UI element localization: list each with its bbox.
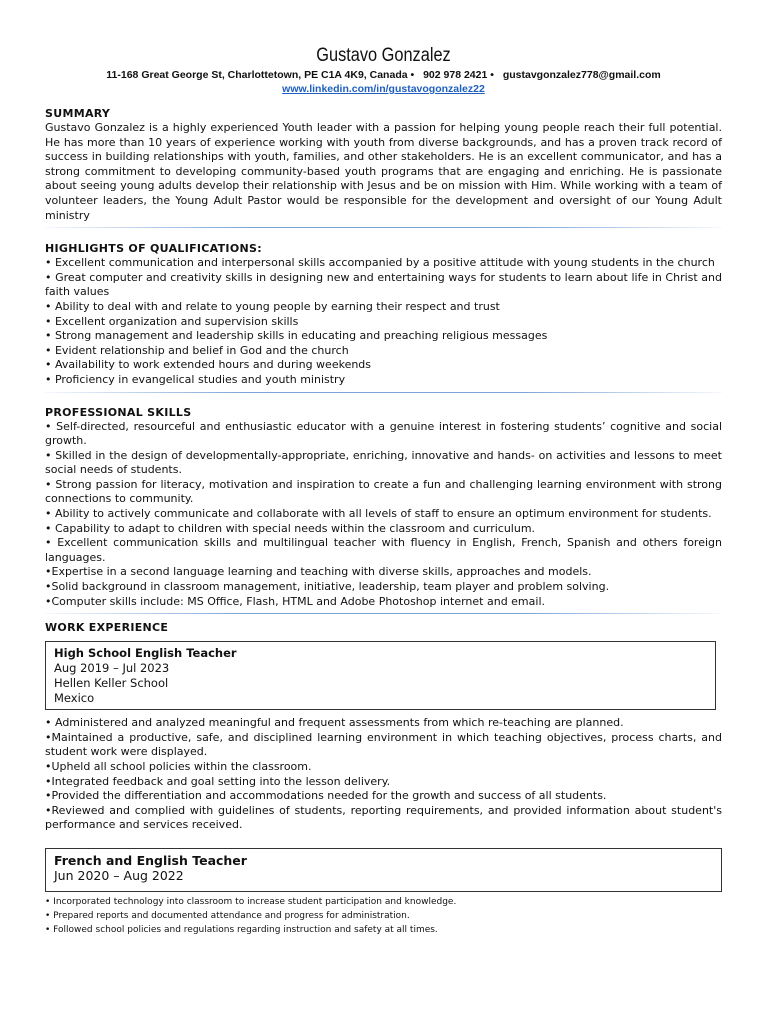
skills-list xyxy=(45,420,722,610)
list-item: • Incorporated technology into classroom to increase student participation and knowledge. xyxy=(45,896,457,907)
resume-page xyxy=(45,44,722,937)
list-item: •Solid background in classroom management, initiative, leadership, team player and problem solving. xyxy=(45,580,610,594)
phone: 902 978 2421 • xyxy=(423,69,494,81)
list-item: • Self-directed, resourceful and enthusiastic educator with a genuine interest in fostering students’ cognitive and social growth. xyxy=(45,419,722,448)
list-item: • Excellent organization and supervision skills xyxy=(45,314,299,328)
list-item: •Upheld all school policies within the classroom. xyxy=(45,760,312,773)
summary-title: SUMMARY xyxy=(45,107,111,120)
list-item: • Strong management and leadership skills in educating and preaching religious messages xyxy=(45,329,548,343)
linkedin-link[interactable]: www.linkedin.com/in/gustavogonzalez22 xyxy=(282,83,485,95)
job-employer: Hellen Keller School xyxy=(54,676,169,691)
list-item: • Evident relationship and belief in God and the church xyxy=(45,343,349,357)
job-dates: Aug 2019 – Jul 2023 xyxy=(54,661,170,676)
address: 11-168 Great George St, Charlottetown, PE C1A 4K9, Canada • xyxy=(106,69,415,81)
summary-text: Gustavo Gonzalez is a highly experienced Youth leader with a passion for helping young people reach their full potential. He has more than 10 years of experience working with youth from diverse backgrounds, and has a proven track record of success in building relationships with youth, families, and other stakeholders. He is an excellent communicator, and has a strong commitment to developing community-based youth programs that are engaging and enriching. He is passionate about seeing young adults develop their relationship with Jesus and be on mission with Him. While working with a team of volunteer leaders, the Young Adult Pastor would be responsible for the development and oversight of our Young Adult ministry xyxy=(45,121,722,222)
email[interactable]: gustavgonzalez778@gmail.com xyxy=(502,69,661,81)
list-item: • Excellent communication skills and multilingual teacher with fluency in English, French, Spanish and others foreign languages. xyxy=(45,536,722,564)
highlights-title: HIGHLIGHTS OF QUALIFICATIONS: xyxy=(45,242,262,256)
job-header-box xyxy=(45,641,716,710)
list-item: • Ability to deal with and relate to young people by earning their respect and trust xyxy=(45,299,500,313)
list-item: • Strong passion for literacy, motivation and inspiration to create a fun and challenging learning environment with strong connections to community. xyxy=(45,477,722,506)
list-item: • Great computer and creativity skills in designing new and entertaining ways for students to learn about life in Christ and faith values xyxy=(45,270,722,299)
list-item: • Prepared reports and documented attendance and progress for administration. xyxy=(45,910,410,921)
highlights-list xyxy=(45,256,722,387)
list-item: • Proficiency in evangelical studies and youth ministry xyxy=(45,372,346,386)
list-item: •Provided the differentiation and accommodations needed for the growth and success of all students. xyxy=(45,789,607,803)
list-item: •Integrated feedback and goal setting into the lesson delivery. xyxy=(45,774,391,788)
job-location: Mexico xyxy=(54,691,95,706)
job-title: French and English Teacher xyxy=(54,852,247,868)
list-item: •Maintained a productive, safe, and disciplined learning environment in which teaching objectives, process charts, and student work were displayed. xyxy=(45,730,722,759)
list-item: •Expertise in a second language learning and teaching with diverse skills, approaches and models. xyxy=(45,565,592,579)
contact-line xyxy=(45,68,722,82)
list-item: • Ability to actively communicate and collaborate with all levels of staff to ensure an optimum environment for students. xyxy=(45,507,712,521)
skills-title: PROFESSIONAL SKILLS xyxy=(45,405,192,419)
list-item: •Reviewed and complied with guidelines of students, reporting requirements, and provided information about student's performance and services received. xyxy=(45,803,722,832)
job-dates: Jun 2020 – Aug 2022 xyxy=(54,867,184,883)
list-item: • Administered and analyzed meaningful and frequent assessments from which re-teaching are planned. xyxy=(45,716,624,730)
list-item: • Availability to work extended hours and during weekends xyxy=(45,358,372,372)
job-duties-list xyxy=(45,895,722,937)
list-item: • Followed school policies and regulations regarding instruction and safety at all times. xyxy=(45,924,438,935)
list-item: •Computer skills include: MS Office, Flash, HTML and Adobe Photoshop internet and email. xyxy=(45,594,546,608)
candidate-name: Gustavo Gonzalez xyxy=(316,45,451,66)
job-duties-list xyxy=(45,716,722,833)
job-title: High School English Teacher xyxy=(54,646,237,661)
list-item: • Capability to adapt to children with special needs within the classroom and curriculum. xyxy=(45,521,536,535)
list-item: • Skilled in the design of developmentally-appropriate, enriching, innovative and hands- on activities and lessons to meet social needs of students. xyxy=(45,448,722,477)
job-header-box xyxy=(45,848,722,892)
work-title: WORK EXPERIENCE xyxy=(45,621,169,635)
list-item: • Excellent communication and interpersonal skills accompanied by a positive attitude with young students in the church xyxy=(45,256,715,270)
